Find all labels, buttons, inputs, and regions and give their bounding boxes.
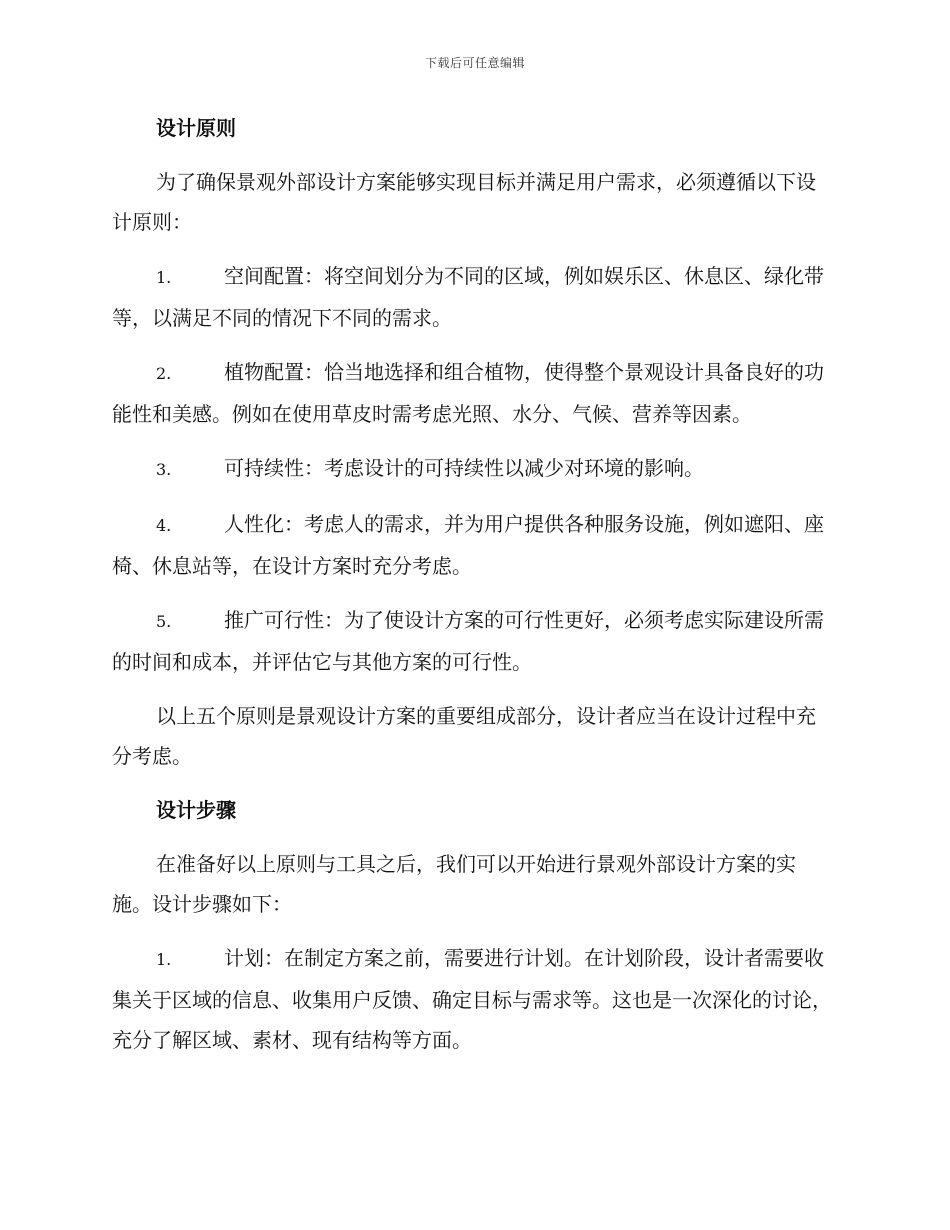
section-heading-design-principles: 设计原则	[156, 116, 236, 140]
list-number: 4.	[156, 516, 172, 535]
list-item	[112, 256, 834, 338]
list-item	[112, 600, 834, 682]
list-number: 3.	[156, 460, 172, 479]
list-number: 2.	[156, 364, 172, 383]
list-item-text: 推广可行性：为了使设计方案的可行性更好，必须考虑实际建设所需的时间和成本，并评估它与其他方案的可行性。	[112, 608, 824, 674]
list-item-text: 空间配置：将空间划分为不同的区域，例如娱乐区、休息区、绿化带等，以满足不同的情况下不同的需求。	[112, 264, 824, 330]
list-item	[112, 938, 834, 1060]
paragraph-principles-intro: 为了确保景观外部设计方案能够实现目标并满足用户需求，必须遵循以下设计原则：	[112, 170, 816, 234]
list-number: 1.	[156, 268, 172, 287]
paragraph-principles-summary: 以上五个原则是景观设计方案的重要组成部分，设计者应当在设计过程中充分考虑。	[112, 704, 816, 768]
list-item	[112, 448, 834, 490]
paragraph-steps-intro: 在准备好以上原则与工具之后，我们可以开始进行景观外部设计方案的实施。设计步骤如下：	[112, 852, 796, 916]
page-header: 下载后可任意编辑	[424, 56, 525, 70]
list-item	[112, 352, 834, 434]
list-item-text: 计划：在制定方案之前，需要进行计划。在计划阶段，设计者需要收集关于区域的信息、收集用户反馈、确定目标与需求等。这也是一次深化的讨论，充分了解区域、素材、现有结构等方面。	[112, 946, 832, 1052]
list-item	[112, 504, 834, 586]
section-heading-design-steps: 设计步骤	[156, 798, 236, 822]
list-item-text: 人性化：考虑人的需求，并为用户提供各种服务设施，例如遮阳、座椅、休息站等，在设计方案时充分考虑。	[112, 512, 824, 578]
list-number: 1.	[156, 950, 172, 969]
document-body	[112, 108, 834, 1060]
list-number: 5.	[156, 612, 172, 631]
list-item-text: 可持续性：考虑设计的可持续性以减少对环境的影响。	[224, 456, 704, 480]
list-item-text: 植物配置：恰当地选择和组合植物，使得整个景观设计具备良好的功能性和美感。例如在使用草皮时需考虑光照、水分、气候、营养等因素。	[112, 360, 824, 426]
